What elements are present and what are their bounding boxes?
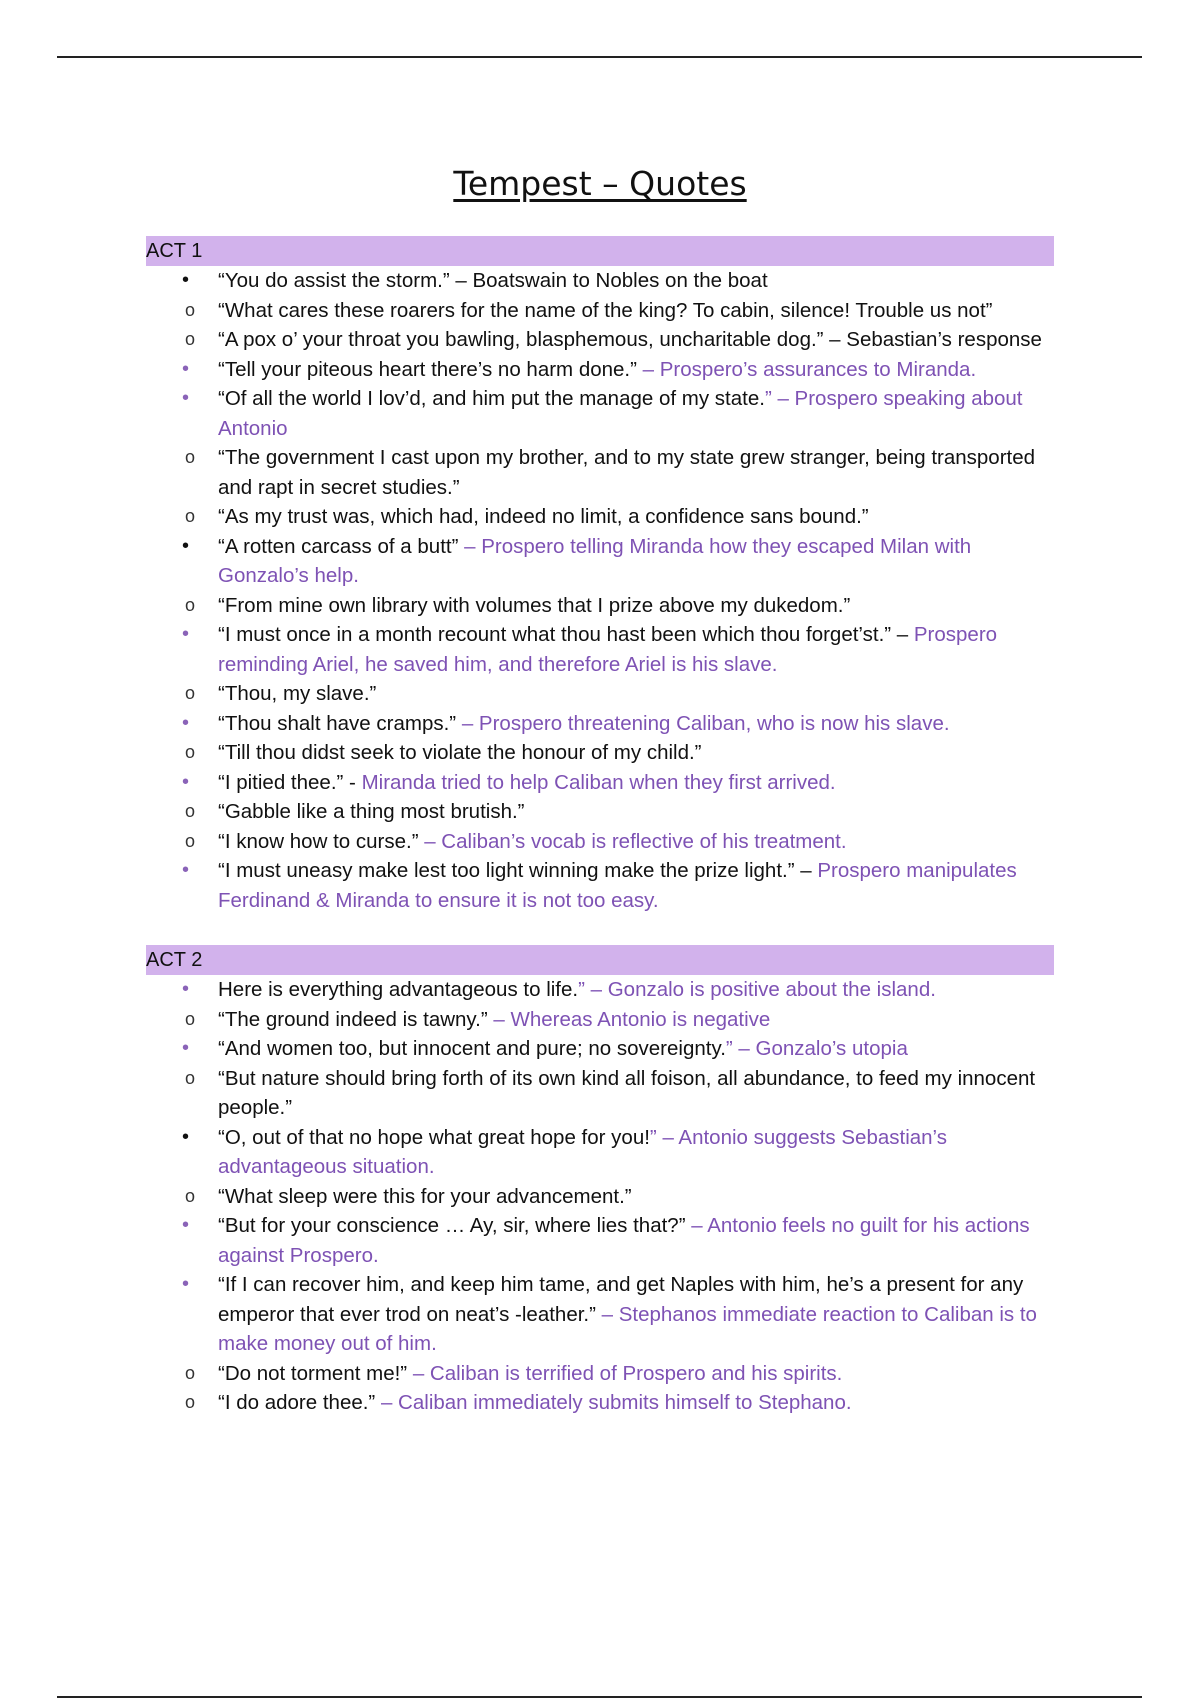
top-rule <box>57 56 1142 58</box>
sub-quote-item <box>74 502 1054 532</box>
circle-bullet-icon: o <box>185 742 196 762</box>
bullet-icon: • <box>182 357 190 380</box>
sub-quote-item <box>74 591 1054 621</box>
quote-text: “A rotten carcass of a butt” <box>218 534 459 558</box>
quote-item <box>146 709 1054 739</box>
sub-quote-list <box>146 1064 1054 1123</box>
quote-commentary: – Prospero threatening Caliban, who is now his slave. <box>456 711 950 735</box>
quote-commentary: – Prospero telling Miranda how they escaped Milan with Gonzalo’s help. <box>218 534 972 587</box>
sub-quote-list <box>146 296 1054 355</box>
quote-text: “But for your conscience … Ay, sir, where lies that?” <box>218 1214 686 1237</box>
quote-commentary: Miranda tried to help Caliban when they first arrived. <box>355 770 836 794</box>
quote-text: “Thou shalt have cramps.” <box>218 711 457 735</box>
quote-text: “From mine own library with volumes that I prize above my dukedom.” <box>218 593 851 617</box>
circle-bullet-icon: o <box>185 801 196 821</box>
sub-quote-list <box>146 1182 1054 1212</box>
quote-commentary: ” – Prospero speaking about Antonio <box>218 387 1023 440</box>
sub-quote-list <box>146 738 1054 768</box>
circle-bullet-icon: o <box>185 447 196 467</box>
quote-item <box>146 532 1054 591</box>
act-heading: ACT 1 <box>146 236 1054 266</box>
quote-text: “If I can recover him, and keep him tame, and get Naples with him, he’s a present for any emperor that ever trod on neat’s -leather.” <box>218 1273 1024 1326</box>
bullet-icon: • <box>182 387 190 409</box>
sub-quote-item <box>74 443 1054 502</box>
quote-text: “I pitied thee.” - <box>218 770 356 794</box>
quote-text: “But nature should bring forth of its own kind all foison, all abundance, to feed my innocent people.” <box>218 1066 1036 1119</box>
quote-list <box>146 975 1054 1418</box>
circle-bullet-icon: o <box>185 594 196 615</box>
circle-bullet-icon: o <box>185 1392 196 1412</box>
quote-commentary: ” – Gonzalo’s utopia <box>725 1037 908 1060</box>
bullet-icon: • <box>182 711 190 734</box>
quote-commentary: – Prospero’s assurances to Miranda. <box>636 357 977 381</box>
quote-commentary: ” – Antonio suggests Sebastian’s advantageous situation. <box>218 1125 947 1178</box>
sub-quote-list <box>146 443 1054 532</box>
quote-text: “I must once in a month recount what thou hast been which thou forget’st.” – <box>218 623 909 646</box>
circle-bullet-icon: o <box>185 1008 196 1029</box>
quote-commentary: – Stephanos immediate reaction to Caliban is to make money out of him. <box>218 1302 1037 1355</box>
sub-quote-item <box>74 325 1054 355</box>
sub-quote-list <box>146 1005 1054 1035</box>
sub-quote-item <box>74 1388 1054 1418</box>
bullet-icon: • <box>182 978 190 1000</box>
sub-quote-item <box>74 797 1054 827</box>
circle-bullet-icon: o <box>185 1362 196 1383</box>
circle-bullet-icon: o <box>185 830 196 851</box>
sub-quote-item <box>74 679 1054 709</box>
quote-text: “Till thou didst seek to violate the honour of my child.” <box>218 741 702 764</box>
bullet-icon: • <box>182 623 190 645</box>
quote-text: “As my trust was, which had, indeed no limit, a confidence sans bound.” <box>218 505 869 528</box>
sub-quote-item <box>74 1064 1054 1123</box>
quote-text: “You do assist the storm.” – Boatswain to Nobles on the boat <box>218 269 768 292</box>
quote-text: “Tell your piteous heart there’s no harm done.” <box>218 357 637 381</box>
sub-quote-item <box>74 1005 1054 1035</box>
sub-quote-item <box>74 1182 1054 1212</box>
circle-bullet-icon: o <box>185 683 196 703</box>
quote-text: “I know how to curse.” <box>218 829 419 853</box>
quote-text: “Thou, my slave.” <box>218 682 377 705</box>
quote-item <box>146 975 1054 1005</box>
sub-quote-item <box>74 296 1054 326</box>
quote-text: “O, out of that no hope what great hope for you! <box>218 1125 650 1149</box>
act-heading: ACT 2 <box>146 945 1054 975</box>
bullet-icon: • <box>182 269 190 291</box>
quote-text: “The government I cast upon my brother, and to my state grew stranger, being transported and rapt in secret studies.” <box>218 446 1036 499</box>
quote-item <box>146 620 1054 679</box>
quote-text: Here is everything advantageous to life. <box>218 978 579 1001</box>
sub-quote-list <box>146 797 1054 856</box>
quote-item <box>146 1270 1054 1359</box>
quote-text: “The ground indeed is tawny.” <box>218 1007 488 1031</box>
quote-commentary: – Caliban is terrified of Prospero and his spirits. <box>407 1361 843 1385</box>
quote-item <box>146 768 1054 798</box>
quote-item <box>146 384 1054 443</box>
sub-quote-list <box>146 679 1054 709</box>
circle-bullet-icon: o <box>185 329 196 349</box>
quote-text: “I must uneasy make lest too light winning make the prize light.” – <box>218 859 812 882</box>
circle-bullet-icon: o <box>185 1067 196 1088</box>
quote-text: “Of all the world I lov’d, and him put the manage of my state. <box>218 387 765 410</box>
bullet-icon: • <box>182 1273 190 1295</box>
quote-text: “And women too, but innocent and pure; no sovereignty. <box>218 1037 726 1060</box>
quote-commentary: – Caliban immediately submits himself to Stephano. <box>375 1391 852 1414</box>
quote-text: “I do adore thee.” <box>218 1391 376 1414</box>
circle-bullet-icon: o <box>185 1185 196 1206</box>
quote-commentary: – Antonio feels no guilt for his actions against Prospero. <box>218 1214 1030 1267</box>
sub-quote-list <box>146 591 1054 621</box>
quote-text: “What cares these roarers for the name of the king? To cabin, silence! Trouble us not” <box>218 298 993 322</box>
document-body <box>146 236 1054 1418</box>
quote-item <box>146 856 1054 915</box>
sub-quote-list <box>146 1359 1054 1418</box>
quote-commentary: Prospero reminding Ariel, he saved him, and therefore Ariel is his slave. <box>218 623 998 676</box>
bullet-icon: • <box>182 1214 190 1236</box>
circle-bullet-icon: o <box>185 506 196 526</box>
quote-commentary: – Caliban’s vocab is reflective of his treatment. <box>418 829 847 853</box>
sub-quote-item <box>74 827 1054 857</box>
sub-quote-item <box>74 1359 1054 1389</box>
quote-list <box>146 266 1054 915</box>
bullet-icon: • <box>182 1037 190 1059</box>
quote-commentary: Prospero manipulates Ferdinand & Miranda to ensure it is not too easy. <box>218 859 1017 912</box>
bullet-icon: • <box>182 770 190 793</box>
quote-text: “A pox o’ your throat you bawling, blasphemous, uncharitable dog.” – Sebastian’s response <box>218 328 1042 351</box>
bottom-rule <box>57 1696 1142 1698</box>
quote-item <box>146 266 1054 296</box>
sub-quote-item <box>74 738 1054 768</box>
quote-text: “Do not torment me!” <box>218 1361 408 1385</box>
bullet-icon: • <box>182 1125 190 1148</box>
quote-text: “What sleep were this for your advancement.” <box>218 1184 632 1208</box>
quote-item <box>146 1123 1054 1182</box>
quote-item <box>146 1034 1054 1064</box>
quote-item <box>146 355 1054 385</box>
bullet-icon: • <box>182 859 190 881</box>
quote-commentary: ” – Gonzalo is positive about the island. <box>578 978 936 1001</box>
bullet-icon: • <box>182 534 190 557</box>
page-title: Tempest – Quotes <box>453 164 747 203</box>
quote-item <box>146 1211 1054 1270</box>
quote-text: “Gabble like a thing most brutish.” <box>218 800 525 823</box>
quote-commentary: – Whereas Antonio is negative <box>487 1007 771 1031</box>
circle-bullet-icon: o <box>185 299 196 320</box>
